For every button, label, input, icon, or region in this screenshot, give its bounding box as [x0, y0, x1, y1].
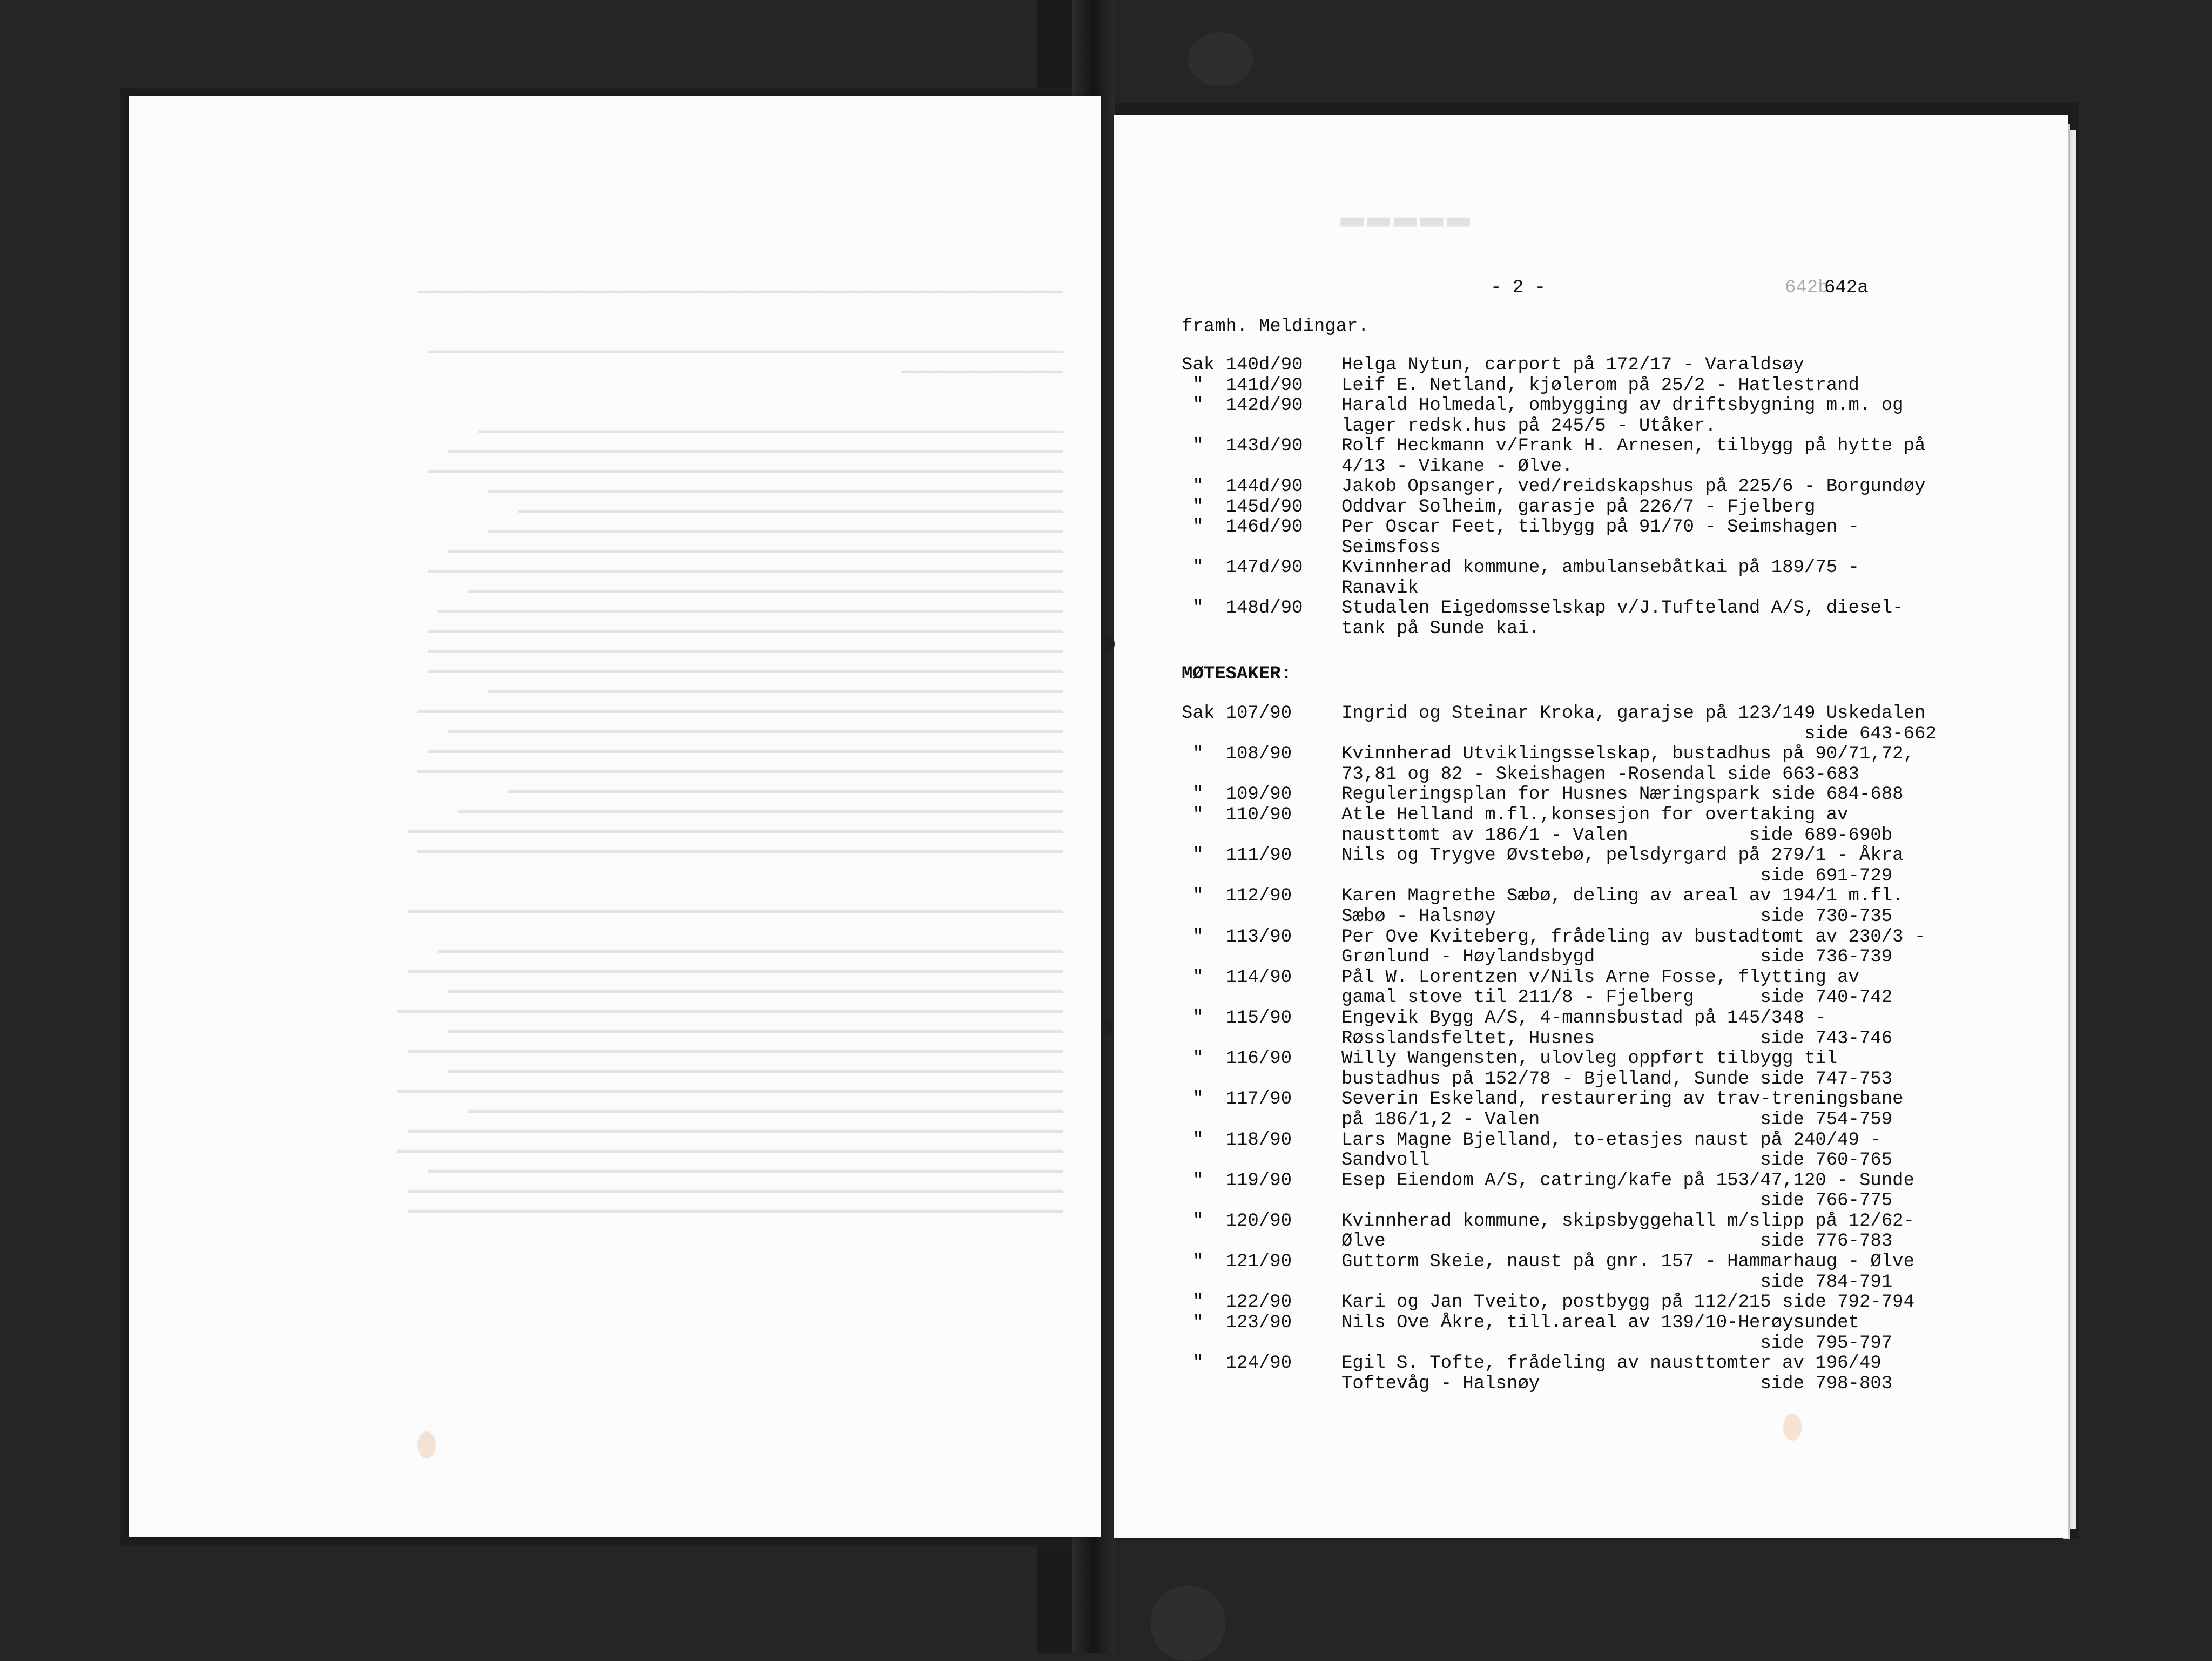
case-description [1341, 376, 2024, 396]
list-item [1182, 1212, 2024, 1252]
case-line: Kari og Jan Tveito, postbygg på 112/215 side 792-794 [1341, 1292, 1914, 1313]
list-item [1182, 396, 2024, 436]
case-line: Toftevåg - Halsnøy side 798-803 [1341, 1373, 1893, 1394]
case-line: Per Oscar Feet, tilbygg på 91/70 - Seimshagen - [1341, 517, 1859, 537]
case-line: Engevik Bygg A/S, 4-mannsbustad på 145/348 - [1341, 1008, 1826, 1028]
case-number: " 120/90 [1182, 1211, 1292, 1232]
case-line: Oddvar Solheim, garasje på 226/7 - Fjelberg [1341, 496, 1816, 517]
case-line: Nils Ove Åkre, till.areal av 139/10-Herøysundet [1341, 1313, 1859, 1333]
case-description [1341, 355, 2024, 376]
list-item [1182, 886, 2024, 927]
list-item [1182, 355, 2024, 376]
case-line: Per Ove Kviteberg, frådeling av bustadtomt av 230/3 - [1341, 926, 1926, 947]
case-line: Harald Holmedal, ombygging av driftsbygning m.m. og [1341, 395, 1904, 416]
case-line: Karen Magrethe Sæbø, deling av areal av 194/1 m.fl. [1341, 886, 1904, 907]
case-number: " 143d/90 [1182, 436, 1303, 456]
case-description [1341, 846, 2024, 886]
case-line: Kvinnherad kommune, skipsbyggehall m/slipp på 12/62- [1341, 1211, 1914, 1232]
motesaker-heading: MØTESAKER: [1182, 664, 1292, 684]
case-line: Sæbø - Halsnøy side 730-735 [1341, 906, 1893, 927]
case-line: Ranavik [1341, 577, 1419, 599]
list-item [1182, 1354, 2024, 1394]
case-number: " 146d/90 [1182, 517, 1303, 537]
case-line: nausttomt av 186/1 - Valen side 689-690b [1341, 825, 1893, 846]
case-line: side 691-729 [1341, 865, 1893, 886]
list-item [1182, 927, 2024, 968]
case-description [1341, 599, 2024, 639]
case-description [1341, 785, 2024, 805]
case-line: Sandvoll side 760-765 [1341, 1150, 1893, 1171]
case-line: Studalen Eigedomsselskap v/J.Tufteland A/S, diesel- [1341, 598, 1904, 618]
list-item [1182, 805, 2024, 846]
case-line: Severin Eskeland, restaurering av trav-treningsbane [1341, 1089, 1904, 1110]
page-ref: 642a [1824, 278, 1869, 298]
section-intro: framh. Meldingar. [1182, 317, 1369, 337]
case-description [1341, 886, 2024, 927]
case-description [1341, 1354, 2024, 1394]
list-item [1182, 558, 2024, 599]
case-description [1341, 805, 2024, 846]
case-line: Ingrid og Steinar Kroka, garajse på 123/149 Uskedalen [1341, 703, 1926, 724]
list-item [1182, 785, 2024, 805]
case-line: gamal stove til 211/8 - Fjelberg side 740-742 [1341, 987, 1893, 1008]
case-line: Grønlund - Høylandsbygd side 736-739 [1341, 947, 1893, 968]
list-item [1182, 968, 2024, 1008]
case-description [1341, 1313, 2024, 1354]
case-number: " 123/90 [1182, 1313, 1292, 1333]
case-description [1341, 396, 2024, 436]
case-number: " 115/90 [1182, 1008, 1292, 1028]
list-item [1182, 846, 2024, 886]
case-line: Seimsfoss [1341, 537, 1441, 558]
list-item [1182, 1090, 2024, 1130]
meldingar-list [1182, 355, 2024, 639]
list-item [1182, 1049, 2024, 1090]
case-line: Reguleringsplan for Husnes Næringspark side 684-688 [1341, 784, 1904, 805]
case-line: Jakob Opsanger, ved/reidskapshus på 225/6 - Borgundøy [1341, 476, 1926, 497]
case-line: Rolf Heckmann v/Frank H. Arnesen, tilbygg på hytte på [1341, 436, 1926, 456]
case-line: Helga Nytun, carport på 172/17 - Varaldsøy [1341, 355, 1804, 375]
case-number: " 142d/90 [1182, 395, 1303, 416]
case-line: Kvinnherad kommune, ambulansebåtkai på 189/75 - [1341, 557, 1859, 578]
case-description [1341, 517, 2024, 558]
case-number: " 112/90 [1182, 886, 1292, 907]
case-number: " 116/90 [1182, 1048, 1292, 1070]
page-ref-faint: 642b [1785, 278, 1829, 298]
page-number: - 2 - [1491, 278, 1546, 298]
case-description [1341, 436, 2024, 477]
case-number: " 144d/90 [1182, 476, 1303, 497]
case-number: " 119/90 [1182, 1170, 1292, 1191]
case-description [1341, 1212, 2024, 1252]
case-number: " 108/90 [1182, 744, 1292, 765]
case-description [1341, 968, 2024, 1008]
case-line: Egil S. Tofte, frådeling av nausttomter av 196/49 [1341, 1353, 1881, 1374]
case-line: 73,81 og 82 - Skeishagen -Rosendal side 663-683 [1341, 764, 1859, 785]
case-line: Esep Eiendom A/S, catring/kafe på 153/47,120 - Sunde [1341, 1170, 1914, 1191]
case-line: side 795-797 [1341, 1333, 1893, 1354]
motesaker-list [1182, 704, 2024, 1394]
list-item [1182, 1313, 2024, 1354]
case-description [1341, 1171, 2024, 1212]
case-line: side 643-662 [1341, 723, 1937, 744]
list-item [1182, 1293, 2024, 1313]
case-number: " 121/90 [1182, 1252, 1292, 1273]
case-line: Nils og Trygve Øvstebø, pelsdyrgard på 279/1 - Åkra [1341, 845, 1904, 866]
case-line: tank på Sunde kai. [1341, 618, 1540, 639]
list-item [1182, 477, 2024, 497]
list-item [1182, 744, 2024, 785]
case-line: Lars Magne Bjelland, to-etasjes naust på 240/49 - [1341, 1129, 1881, 1151]
case-line: Willy Wangensten, ulovleg oppført tilbygg til [1341, 1048, 1838, 1070]
case-description [1341, 558, 2024, 599]
list-item [1182, 1171, 2024, 1212]
list-item [1182, 1008, 2024, 1049]
case-line: på 186/1,2 - Valen side 754-759 [1341, 1109, 1893, 1130]
case-number: " 145d/90 [1182, 496, 1303, 517]
case-description [1341, 477, 2024, 497]
list-item [1182, 436, 2024, 477]
case-line: bustadhus på 152/78 - Bjelland, Sunde side 747-753 [1341, 1068, 1893, 1090]
case-line: Ølve side 776-783 [1341, 1231, 1893, 1252]
case-description [1341, 1131, 2024, 1171]
bleed-through-text: ━━━━━━━━━━━━━━━━━━━━━━━━━━━━━━━━━━━━━━━━━━━━━━━━━━━━━━━━━━━━━━━━ ━━━━━━━━━━━━━━━━━━━━━━━━━━━━━━━━━━━━━━━━━━━━━━━━━━━━━━━━━━━━━━━ ━━━━━━━━━━━━━━━━ ━━━━━━━━━━━━━━━━━━━━━━━━━━━━━━━━━━━━━━━━━━━━━━━━━━━━━━━━━━ ━━━━━━━━━━━━━━━━━━━━━━━━━━━━━━━━━━━━━━━━━━━━━━━━━━━━━━━━━━━━━ ━━━━━━━━━━━━━━━━━━━━━━━━━━━━━━━━━━━━━━━━━━━━━━━━━━━━━━━━━━━━━━━ ━━━━━━━━━━━━━━━━━━━━━━━━━━━━━━━━━━━━━━━━━━━━━━━━━━━━━━━━━ ━━━━━━━━━━━━━━━━━━━━━━━━━━━━━━━━━━━━━━━━━━━━━━━━━━━━━━ ━━━━━━━━━━━━━━━━━━━━━━━━━━━━━━━━━━━━━━━━━━━━━━━━━━━━━━━━━ ━━━━━━━━━━━━━━━━━━━━━━━━━━━━━━━━━━━━━━━━━━━━━━━━━━━━━━━━━━━━━ ━━━━━━━━━━━━━━━━━━━━━━━━━━━━━━━━━━━━━━━━━━━━━━━━━━━━━━━━━━━━━━━ ━━━━━━━━━━━━━━━━━━━━━━━━━━━━━━━━━━━━━━━━━━━━━━━━━━━━━━━━━━━ ━━━━━━━━━━━━━━━━━━━━━━━━━━━━━━━━━━━━━━━━━━━━━━━━━━━━━━━━━━━━━━ ━━━━━━━━━━━━━━━━━━━━━━━━━━━━━━━━━━━━━━━━━━━━━━━━━━━━━━━━━━━━━━━ ━━━━━━━━━━━━━━━━━━━━━━━━━━━━━━━━━━━━━━━━━━━━━━━━━━━━━━━━━━━━━━━ ━━━━━━━━━━━━━━━━━━━━━━━━━━━━━━━━━━━━━━━━━━━━━━━━━━━━━━━━━━━━━━━ ━━━━━━━━━━━━━━━━━━━━━━━━━━━━━━━━━━━━━━━━━━━━━━━━━━━━━━━━━ ━━━━━━━━━━━━━━━━━━━━━━━━━━━━━━━━━━━━━━━━━━━━━━━━━━━━━━━━━━━━━━━━ ━━━━━━━━━━━━━━━━━━━━━━━━━━━━━━━━━━━━━━━━━━━━━━━━━━━━━━━━━━━━━ ━━━━━━━━━━━━━━━━━━━━━━━━━━━━━━━━━━━━━━━━━━━━━━━━━━━━━━━━━━━━━━━ ━━━━━━━━━━━━━━━━━━━━━━━━━━━━━━━━━━━━━━━━━━━━━━━━━━━━━━━━━━━━━━━━ ━━━━━━━━━━━━━━━━━━━━━━━━━━━━━━━━━━━━━━━━━━━━━━━━━━━━━━━ ━━━━━━━━━━━━━━━━━━━━━━━━━━━━━━━━━━━━━━━━━━━━━━━━━━━━━━━━━━━━ ━━━━━━━━━━━━━━━━━━━━━━━━━━━━━━━━━━━━━━━━━━━━━━━━━━━━━━━━━━━━━━━━━ ━━━━━━━━━━━━━━━━━━━━━━━━━━━━━━━━━━━━━━━━━━━━━━━━━━━━━━━━━━━━━━━━ ━━━━━━━━━━━━━━━━━━━━━━━━━━━━━━━━━━━━━━━━━━━━━━━━━━━━━━━━━━━━━━━━━ ━━━━━━━━━━━━━━━━━━━━━━━━━━━━━━━━━━━━━━━━━━━━━━━━━━━━━━━━━━━━━━ ━━━━━━━━━━━━━━━━━━━━━━━━━━━━━━━━━━━━━━━━━━━━━━━━━━━━━━━━━━━━━━━━━ ━━━━━━━━━━━━━━━━━━━━━━━━━━━━━━━━━━━━━━━━━━━━━━━━━━━━━━━━━━━━━ ━━━━━━━━━━━━━━━━━━━━━━━━━━━━━━━━━━━━━━━━━━━━━━━━━━━━━━━━━━━━━━━━━━ ━━━━━━━━━━━━━━━━━━━━━━━━━━━━━━━━━━━━━━━━━━━━━━━━━━━━━━━━━━━━━ ━━━━━━━━━━━━━━━━━━━━━━━━━━━━━━━━━━━━━━━━━━━━━━━━━━━━━━━━━━━━━━━━━ ━━━━━━━━━━━━━━━━━━━━━━━━━━━━━━━━━━━━━━━━━━━━━━━━━━━━━━━━━━━━━ ━━━━━━━━━━━━━━━━━━━━━━━━━━━━━━━━━━━━━━━━━━━━━━━━━━━━━━━━━━━━━━━━━━ ━━━━━━━━━━━━━━━━━━━━━━━━━━━━━━━━━━━━━━━━━━━━━━━━━━━━━━━━━━━ ━━━━━━━━━━━━━━━━━━━━━━━━━━━━━━━━━━━━━━━━━━━━━━━━━━━━━━━━━━━━━━━━━ ━━━━━━━━━━━━━━━━━━━━━━━━━━━━━━━━━━━━━━━━━━━━━━━━━━━━━━━━━━━━━━━━━━ ━━━━━━━━━━━━━━━━━━━━━━━━━━━━━━━━━━━━━━━━━━━━━━━━━━━━━━━━━━━━━━━ ━━━━━━━━━━━━━━━━━━━━━━━━━━━━━━━━━━━━━━━━━━━━━━━━━━━━━━━━━━━━━━━━━ ━━━━━━━━━━━━━━━━━━━━━━━━━━━━━━━━━━━━━━━━━━━━━━━━━━━━━━━━━━━━━━━━━ [397, 284, 1063, 1222]
case-number: " 110/90 [1182, 805, 1292, 826]
case-line: side 766-775 [1341, 1191, 1893, 1212]
list-item [1182, 517, 2024, 558]
case-number: Sak 107/90 [1182, 703, 1292, 724]
case-line: Atle Helland m.fl.,konsesjon for overtaking av [1341, 805, 1849, 826]
case-description [1341, 927, 2024, 968]
case-number: " 141d/90 [1182, 375, 1303, 396]
list-item [1182, 1252, 2024, 1293]
case-number: " 111/90 [1182, 845, 1292, 866]
case-description [1341, 1293, 2024, 1313]
case-number: " 118/90 [1182, 1129, 1292, 1151]
case-description [1341, 704, 2024, 744]
list-item [1182, 376, 2024, 396]
case-description [1341, 1090, 2024, 1130]
case-description [1341, 744, 2024, 785]
case-line: Guttorm Skeie, naust på gnr. 157 - Hammarhaug - Ølve [1341, 1252, 1914, 1273]
case-description [1341, 1008, 2024, 1049]
case-description [1341, 1049, 2024, 1090]
bleed-through-ghost: ▬▬▬▬▬ [1340, 196, 1474, 240]
case-number: " 147d/90 [1182, 557, 1303, 578]
case-line: Leif E. Netland, kjølerom på 25/2 - Hatlestrand [1341, 375, 1859, 396]
case-number: " 122/90 [1182, 1292, 1292, 1313]
list-item [1182, 599, 2024, 639]
case-number: Sak 140d/90 [1182, 355, 1303, 375]
case-line: side 784-791 [1341, 1272, 1893, 1293]
case-number: " 114/90 [1182, 967, 1292, 988]
case-line: Røsslandsfeltet, Husnes side 743-746 [1341, 1028, 1893, 1049]
case-number: " 124/90 [1182, 1353, 1292, 1374]
list-item [1182, 704, 2024, 744]
case-line: Kvinnherad Utviklingsselskap, bustadhus på 90/71,72, [1341, 744, 1914, 765]
case-number: " 109/90 [1182, 784, 1292, 805]
case-number: " 113/90 [1182, 926, 1292, 947]
case-number: " 117/90 [1182, 1089, 1292, 1110]
case-line: 4/13 - Vikane - Ølve. [1341, 456, 1573, 477]
case-description [1341, 497, 2024, 518]
case-description [1341, 1252, 2024, 1293]
case-number: " 148d/90 [1182, 598, 1303, 618]
case-line: lager redsk.hus på 245/5 - Utåker. [1341, 415, 1716, 436]
list-item [1182, 1131, 2024, 1171]
case-line: Pål W. Lorentzen v/Nils Arne Fosse, flytting av [1341, 967, 1859, 988]
list-item [1182, 497, 2024, 518]
